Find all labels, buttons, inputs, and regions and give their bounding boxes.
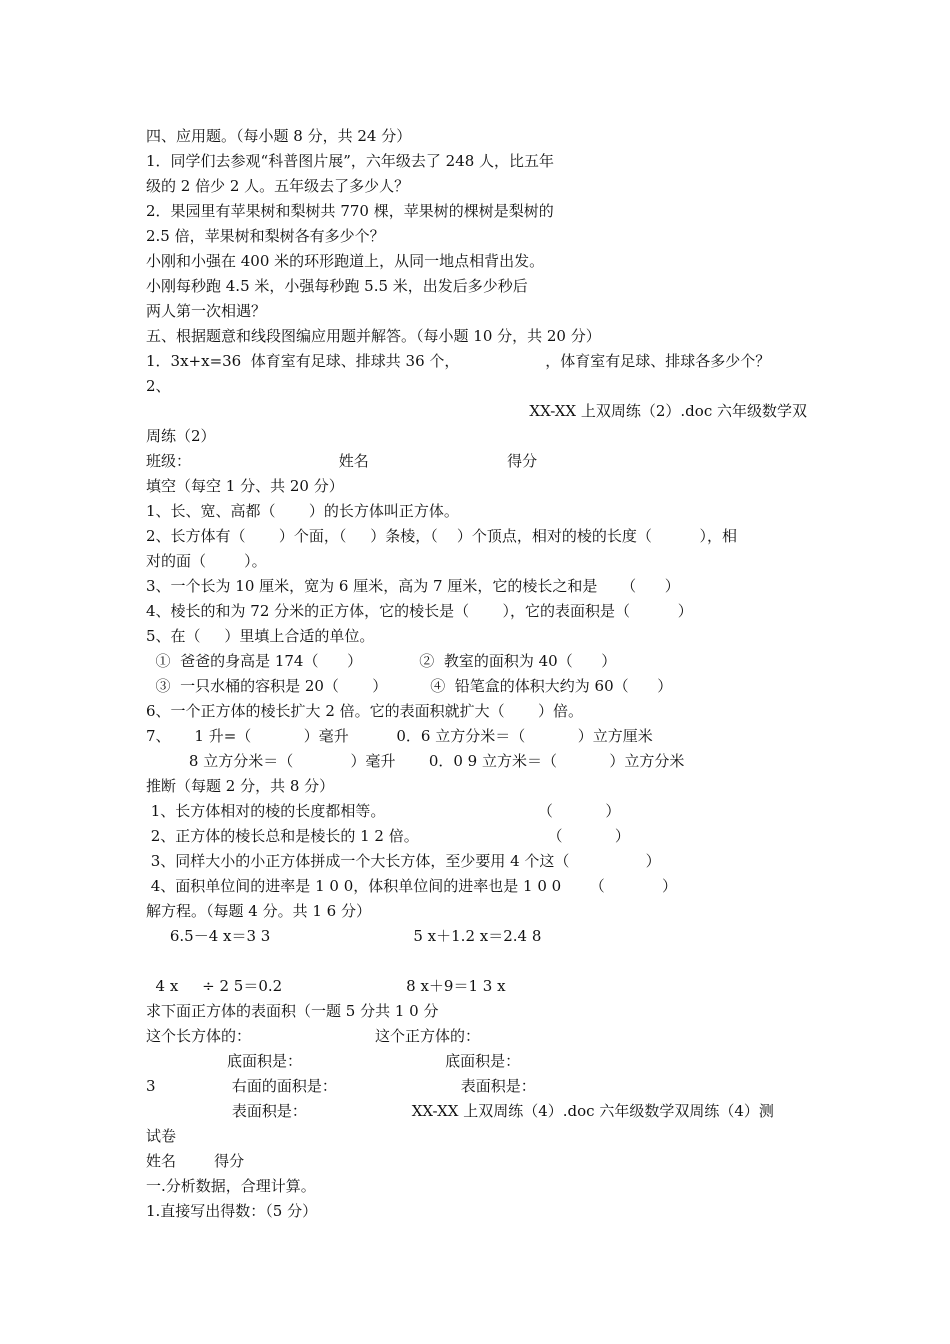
section-5-problem-1: 1．3x+x=36 体育室有足球、排球共 36 个， ，体育室有足球、排球各多少个？ [146,352,771,370]
doc-title-2-line-1: XX-XX 上双周练（2）.doc 六年级数学双 [529,402,807,420]
surface-area-heading: 求下面正方体的表面积（一题 5 分共 1 0 分 [146,1002,439,1020]
problem-1-line-2: 级的 2 倍少 2 人。五年级去了多少人？ [146,177,410,195]
student-info-row: 班级： 姓名 得分 [146,452,538,470]
fill-blank-7-line-1: 7、 1 升=（ ）毫升 0．6 立方分米＝（ ）立方厘米 [146,727,653,745]
section-5-heading: 五、根据题意和线段图编应用题并解答。（每小题 10 分，共 20 分） [146,327,601,345]
problem-3-line-3: 两人第一次相遇？ [146,302,267,320]
surface-area-labels: 这个长方体的： 这个正方体的： [146,1027,480,1045]
judgement-1: 1、长方体相对的棱的长度都相等。 （ ） [146,802,621,820]
judgement-heading: 推断（每题 2 分，共 8 分） [146,777,335,795]
fill-blank-4: 4、棱长的和为 72 分米的正方体，它的棱长是（ ），它的表面积是（ ） [146,602,693,620]
right-face-row: 3 右面的面积是： 表面积是： [146,1077,536,1095]
equations-row-2: 4 x ÷ 2 5＝0.2 8 x＋9＝1 3 x [146,977,506,995]
name-score-row: 姓名 得分 [146,1152,245,1170]
fill-blank-2-line-2: 对的面（ ）。 [146,552,267,570]
problem-3-line-2: 小刚每秒跑 4.5 米，小强每秒跑 5.5 米，出发后多少秒后 [146,277,528,295]
section-5-problem-2: 2、 [146,377,171,395]
judgement-4: 4、面积单位间的进率是 1 0 0，体积单位间的进率也是 1 0 0 （ ） [146,877,678,895]
fill-blank-2-line-1: 2、长方体有（ ）个面，（ ）条棱，（ ）个顶点，相对的棱的长度（ ），相 [146,527,738,545]
fill-blank-1: 1、长、宽、高都（ ）的长方体叫正方体。 [146,502,459,520]
problem-3-line-1: 小刚和小强在 400 米的环形跑道上，从同一地点相背出发。 [146,252,545,270]
problem-2-line-2: 2.5 倍，苹果树和梨树各有多少个？ [146,227,385,245]
base-area-row: 底面积是： 底面积是： [146,1052,521,1070]
section-4-heading: 四、应用题。（每小题 8 分，共 24 分） [146,127,412,145]
fill-blank-6: 6、一个正方体的棱长扩大 2 倍。它的表面积就扩大（ ）倍。 [146,702,584,720]
part-1-heading: 一.分析数据，合理计算。 [146,1177,316,1195]
equations-heading: 解方程。（每题 4 分。共 1 6 分） [146,902,371,920]
fill-blank-5-items-1: ① 爸爸的身高是 174（ ） ② 教室的面积为 40（ ） [146,652,617,670]
fill-blank-heading: 填空（每空 1 分、共 20 分） [146,477,344,495]
doc-title-4-line-2: 试卷 [146,1127,177,1145]
direct-answer-heading: 1.直接写出得数：（5 分） [146,1202,318,1220]
fill-blank-7-line-2: 8 立方分米＝（ ）毫升 0．0 9 立方米＝（ ）立方分米 [146,752,685,770]
equations-row-1: 6.5－4 x＝3 3 5 x＋1.2 x＝2.4 8 [146,927,542,945]
problem-2-line-1: 2．果园里有苹果树和梨树共 770 棵，苹果树的棵树是梨树的 [146,202,554,220]
doc-title-2-line-2: 周练（2） [146,427,216,445]
problem-1-line-1: 1．同学们去参观“科普图片展”，六年级去了 248 人，比五年 [146,152,555,170]
judgement-3: 3、同样大小的小正方体拼成一个大长方体，至少要用 4 个这（ ） [146,852,661,870]
fill-blank-5-items-2: ③ 一只水桶的容积是 20（ ） ④ 铅笔盒的体积大约为 60（ ） [146,677,673,695]
fill-blank-3: 3、一个长为 10 厘米，宽为 6 厘米，高为 7 厘米，它的棱长之和是 （ ） [146,577,680,595]
surface-and-doc-title-4: 表面积是： XX-XX 上双周练（4）.doc 六年级数学双周练（4）测 [146,1102,774,1120]
judgement-2: 2、正方体的棱长总和是棱长的 1 2 倍。 （ ） [146,827,630,845]
fill-blank-5: 5、在（ ）里填上合适的单位。 [146,627,375,645]
